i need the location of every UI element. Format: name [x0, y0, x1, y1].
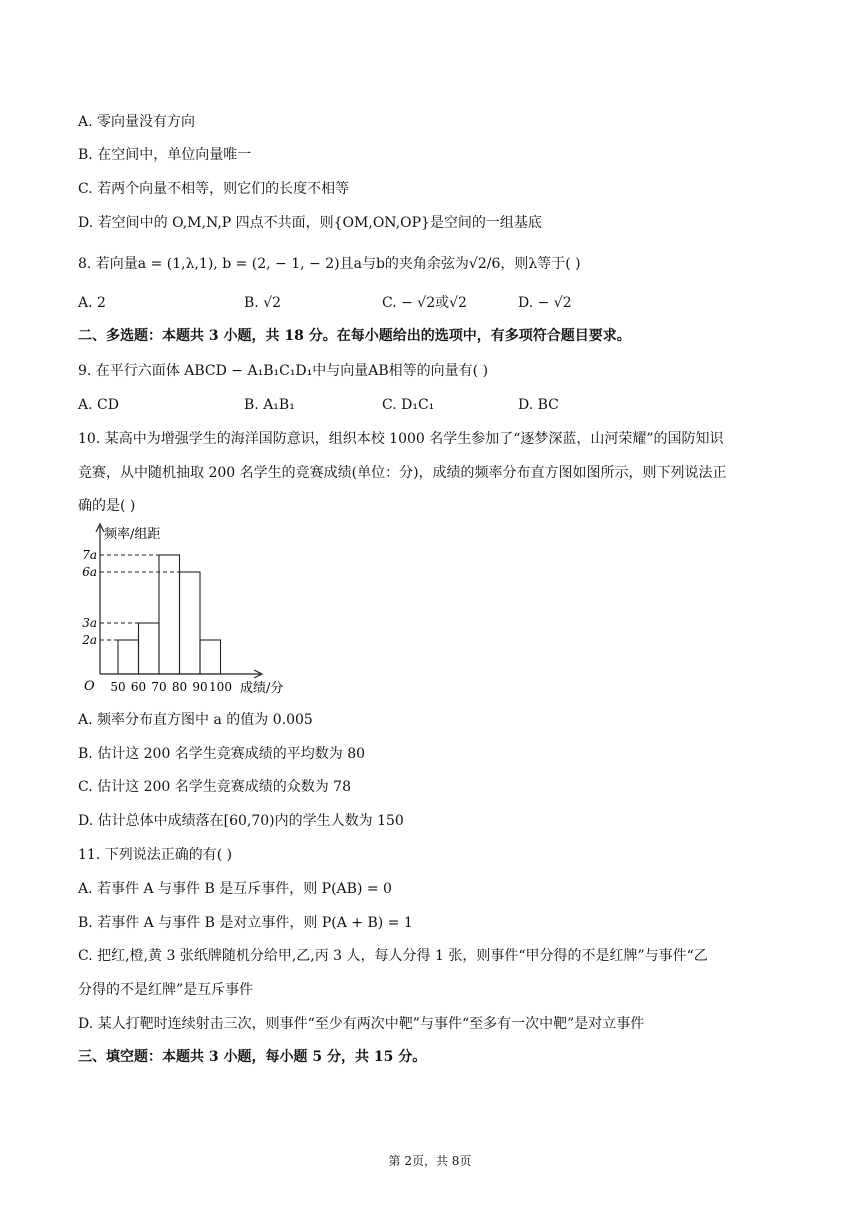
q11-option-c-line1: C. 把红,橙,黄 3 张纸牌随机分给甲,乙,丙 3 人，每人分得 1 张，则事件“甲分得的不是红牌”与事件“乙: [78, 948, 708, 964]
q7-option-a: A. 零向量没有方向: [78, 114, 196, 130]
q11-option-c-line2: 分得的不是红牌”是互斥事件: [78, 982, 254, 998]
x-tick-label: 100: [209, 680, 232, 694]
x-tick-label: 60: [130, 680, 147, 694]
q8-stem: 8. 若向量a = (1,λ,1), b = (2, − 1, − 2)且a与b的夹角余弦为√2/6，则λ等于( ): [78, 256, 581, 272]
q11-option-d: D. 某人打靶时连续射击三次，则事件“至少有两次中靶”与事件“至多有一次中靶”是对立事件: [78, 1016, 645, 1032]
histogram-bar: [180, 572, 201, 674]
x-tick-label: 90: [192, 680, 208, 694]
q9-option-b: B. A₁B₁: [244, 397, 295, 413]
q9-stem: 9. 在平行六面体 ABCD − A₁B₁C₁D₁中与向量AB相等的向量有( ): [78, 363, 489, 379]
q11-stem: 11. 下列说法正确的有( ): [78, 847, 233, 863]
q8-option-b: B. √2: [244, 295, 282, 311]
x-tick-label: 50: [110, 680, 126, 694]
histogram-bar: [200, 640, 221, 674]
page-footer: 第 2页，共 8页: [388, 1154, 472, 1168]
q9-option-d: D. BC: [518, 397, 559, 413]
section-3-heading: 三、填空题：本题共 3 小题，每小题 5 分，共 15 分。: [78, 1049, 427, 1065]
q8-option-c: C. − √2或√2: [382, 295, 467, 311]
y-tick-label: 2a: [82, 633, 97, 647]
y-tick-label: 7a: [82, 548, 97, 562]
histogram-bar: [139, 623, 160, 674]
q10-stem-line3: 确的是( ): [78, 498, 136, 514]
section-2-heading: 二、多选题：本题共 3 小题，共 18 分。在每小题给出的选项中，有多项符合题目要求。: [78, 328, 631, 344]
y-tick-label: 3a: [82, 616, 97, 630]
q10-option-d: D. 估计总体中成绩落在[60,70)内的学生人数为 150: [78, 813, 404, 829]
x-tick-label: 80: [171, 680, 188, 694]
origin-label: O: [84, 679, 95, 694]
q7-option-b: B. 在空间中，单位向量唯一: [78, 147, 252, 163]
q10-stem-line1: 10. 某高中为增强学生的海洋国防意识，组织本校 1000 名学生参加了“逐梦深蓝，山河荣耀”的国防知识: [78, 431, 724, 447]
x-tick-label: 70: [151, 680, 167, 694]
q8-option-d: D. − √2: [518, 295, 572, 311]
q9-option-a: A. CD: [78, 397, 119, 413]
x-axis-label: 成绩/分: [240, 681, 284, 696]
q10-option-a: A. 频率分布直方图中 a 的值为 0.005: [78, 712, 313, 728]
q9-option-c: C. D₁C₁: [382, 397, 435, 413]
q10-option-b: B. 估计这 200 名学生竞赛成绩的平均数为 80: [78, 746, 366, 762]
q10-stem-line2: 竞赛，从中随机抽取 200 名学生的竞赛成绩(单位：分)，成绩的频率分布直方图如图所示，则下列说法正: [78, 465, 727, 481]
frequency-histogram: [78, 520, 308, 700]
histogram-bar: [118, 640, 139, 674]
q8-option-a: A. 2: [78, 295, 106, 311]
q10-option-c: C. 估计这 200 名学生竞赛成绩的众数为 78: [78, 779, 351, 795]
q7-option-c: C. 若两个向量不相等，则它们的长度不相等: [78, 181, 350, 197]
y-tick-label: 6a: [82, 565, 97, 579]
q7-option-d: D. 若空间中的 O,M,N,P 四点不共面，则{OM,ON,OP}是空间的一组基底: [78, 215, 542, 231]
histogram-bar: [159, 555, 180, 674]
q11-option-b: B. 若事件 A 与事件 B 是对立事件，则 P(A + B) = 1: [78, 915, 413, 931]
q11-option-a: A. 若事件 A 与事件 B 是互斥事件，则 P(AB) = 0: [78, 881, 392, 897]
y-axis-label: 频率/组距: [104, 527, 161, 542]
